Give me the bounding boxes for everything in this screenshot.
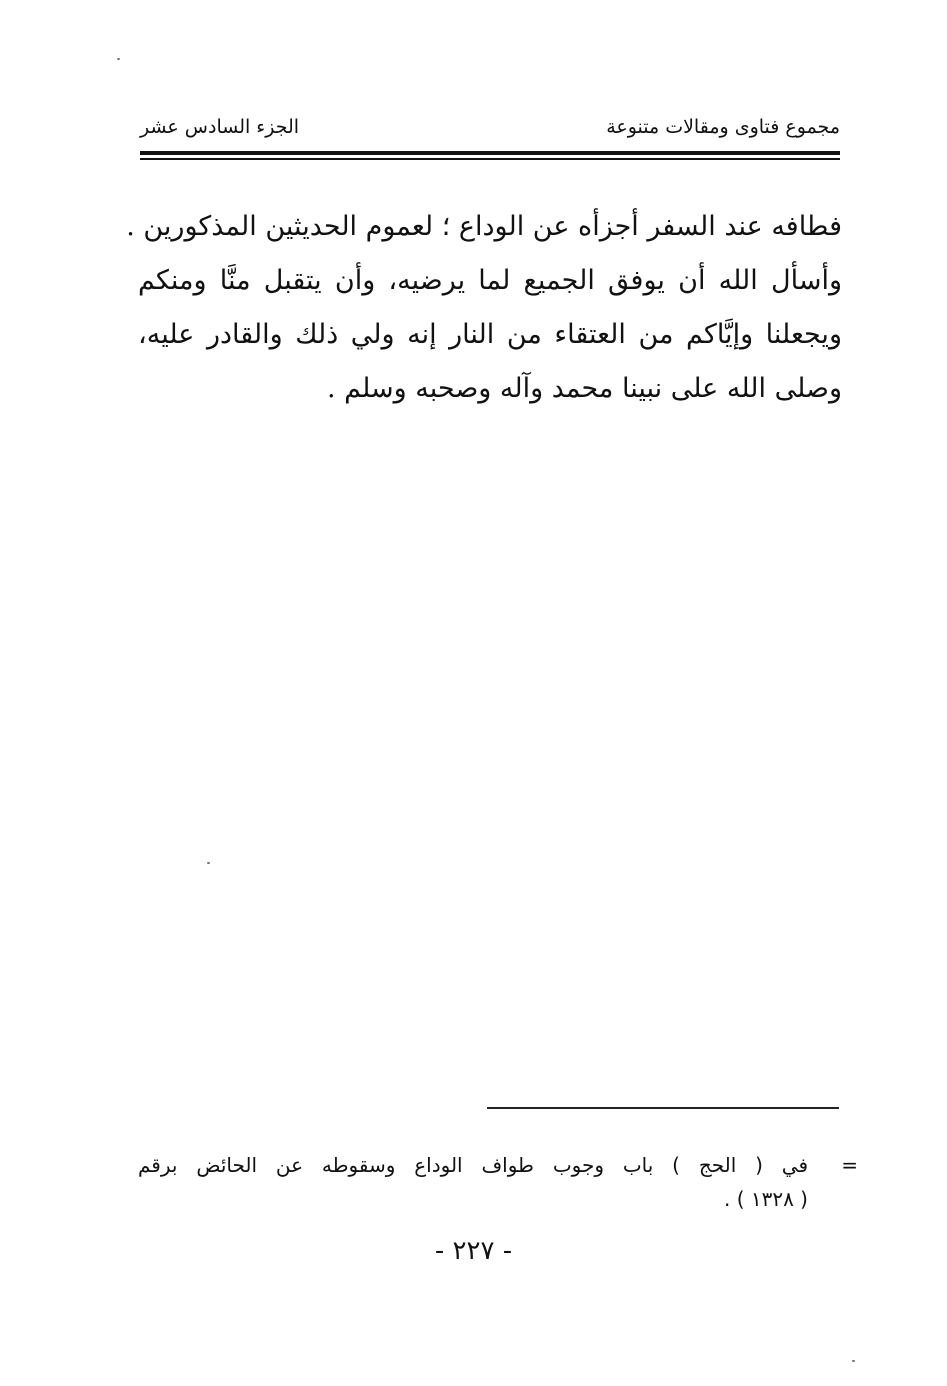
header-rule-thick <box>140 151 840 155</box>
main-text <box>126 200 842 416</box>
page-number: - ٢٢٧ - <box>434 1236 513 1266</box>
footnote-continuation-mark: = <box>841 1153 858 1177</box>
footnote-line: ( ١٣٢٨ ) . <box>723 1187 808 1211</box>
scan-speck <box>117 58 120 60</box>
scan-speck <box>852 1360 855 1362</box>
footnote <box>138 1148 858 1216</box>
book-title: مجموع فتاوى ومقالات متنوعة <box>606 116 840 138</box>
text-line: وأسأل الله أن يوفق الجميع لما يرضيه، وأن يتقبل منَّا ومنكم <box>138 265 842 296</box>
footnote-separator <box>487 1107 839 1109</box>
text-line: فطافه عند السفر أجزأه عن الوداع ؛ لعموم الحديثين المذكورين . <box>126 211 842 242</box>
running-header <box>140 116 840 146</box>
text-line: وصلى الله على نبينا محمد وآله وصحبه وسلم . <box>326 373 842 404</box>
footnote-line: في ( الحج ) باب وجوب طواف الوداع وسقوطه عن الحائض برقم <box>138 1153 808 1177</box>
header-rule-thin <box>140 158 840 160</box>
volume-label: الجزء السادس عشر <box>140 116 300 138</box>
scan-speck <box>207 862 210 864</box>
text-line: ويجعلنا وإيَّاكم من العتقاء من النار إنه ولي ذلك والقادر عليه، <box>138 319 842 350</box>
